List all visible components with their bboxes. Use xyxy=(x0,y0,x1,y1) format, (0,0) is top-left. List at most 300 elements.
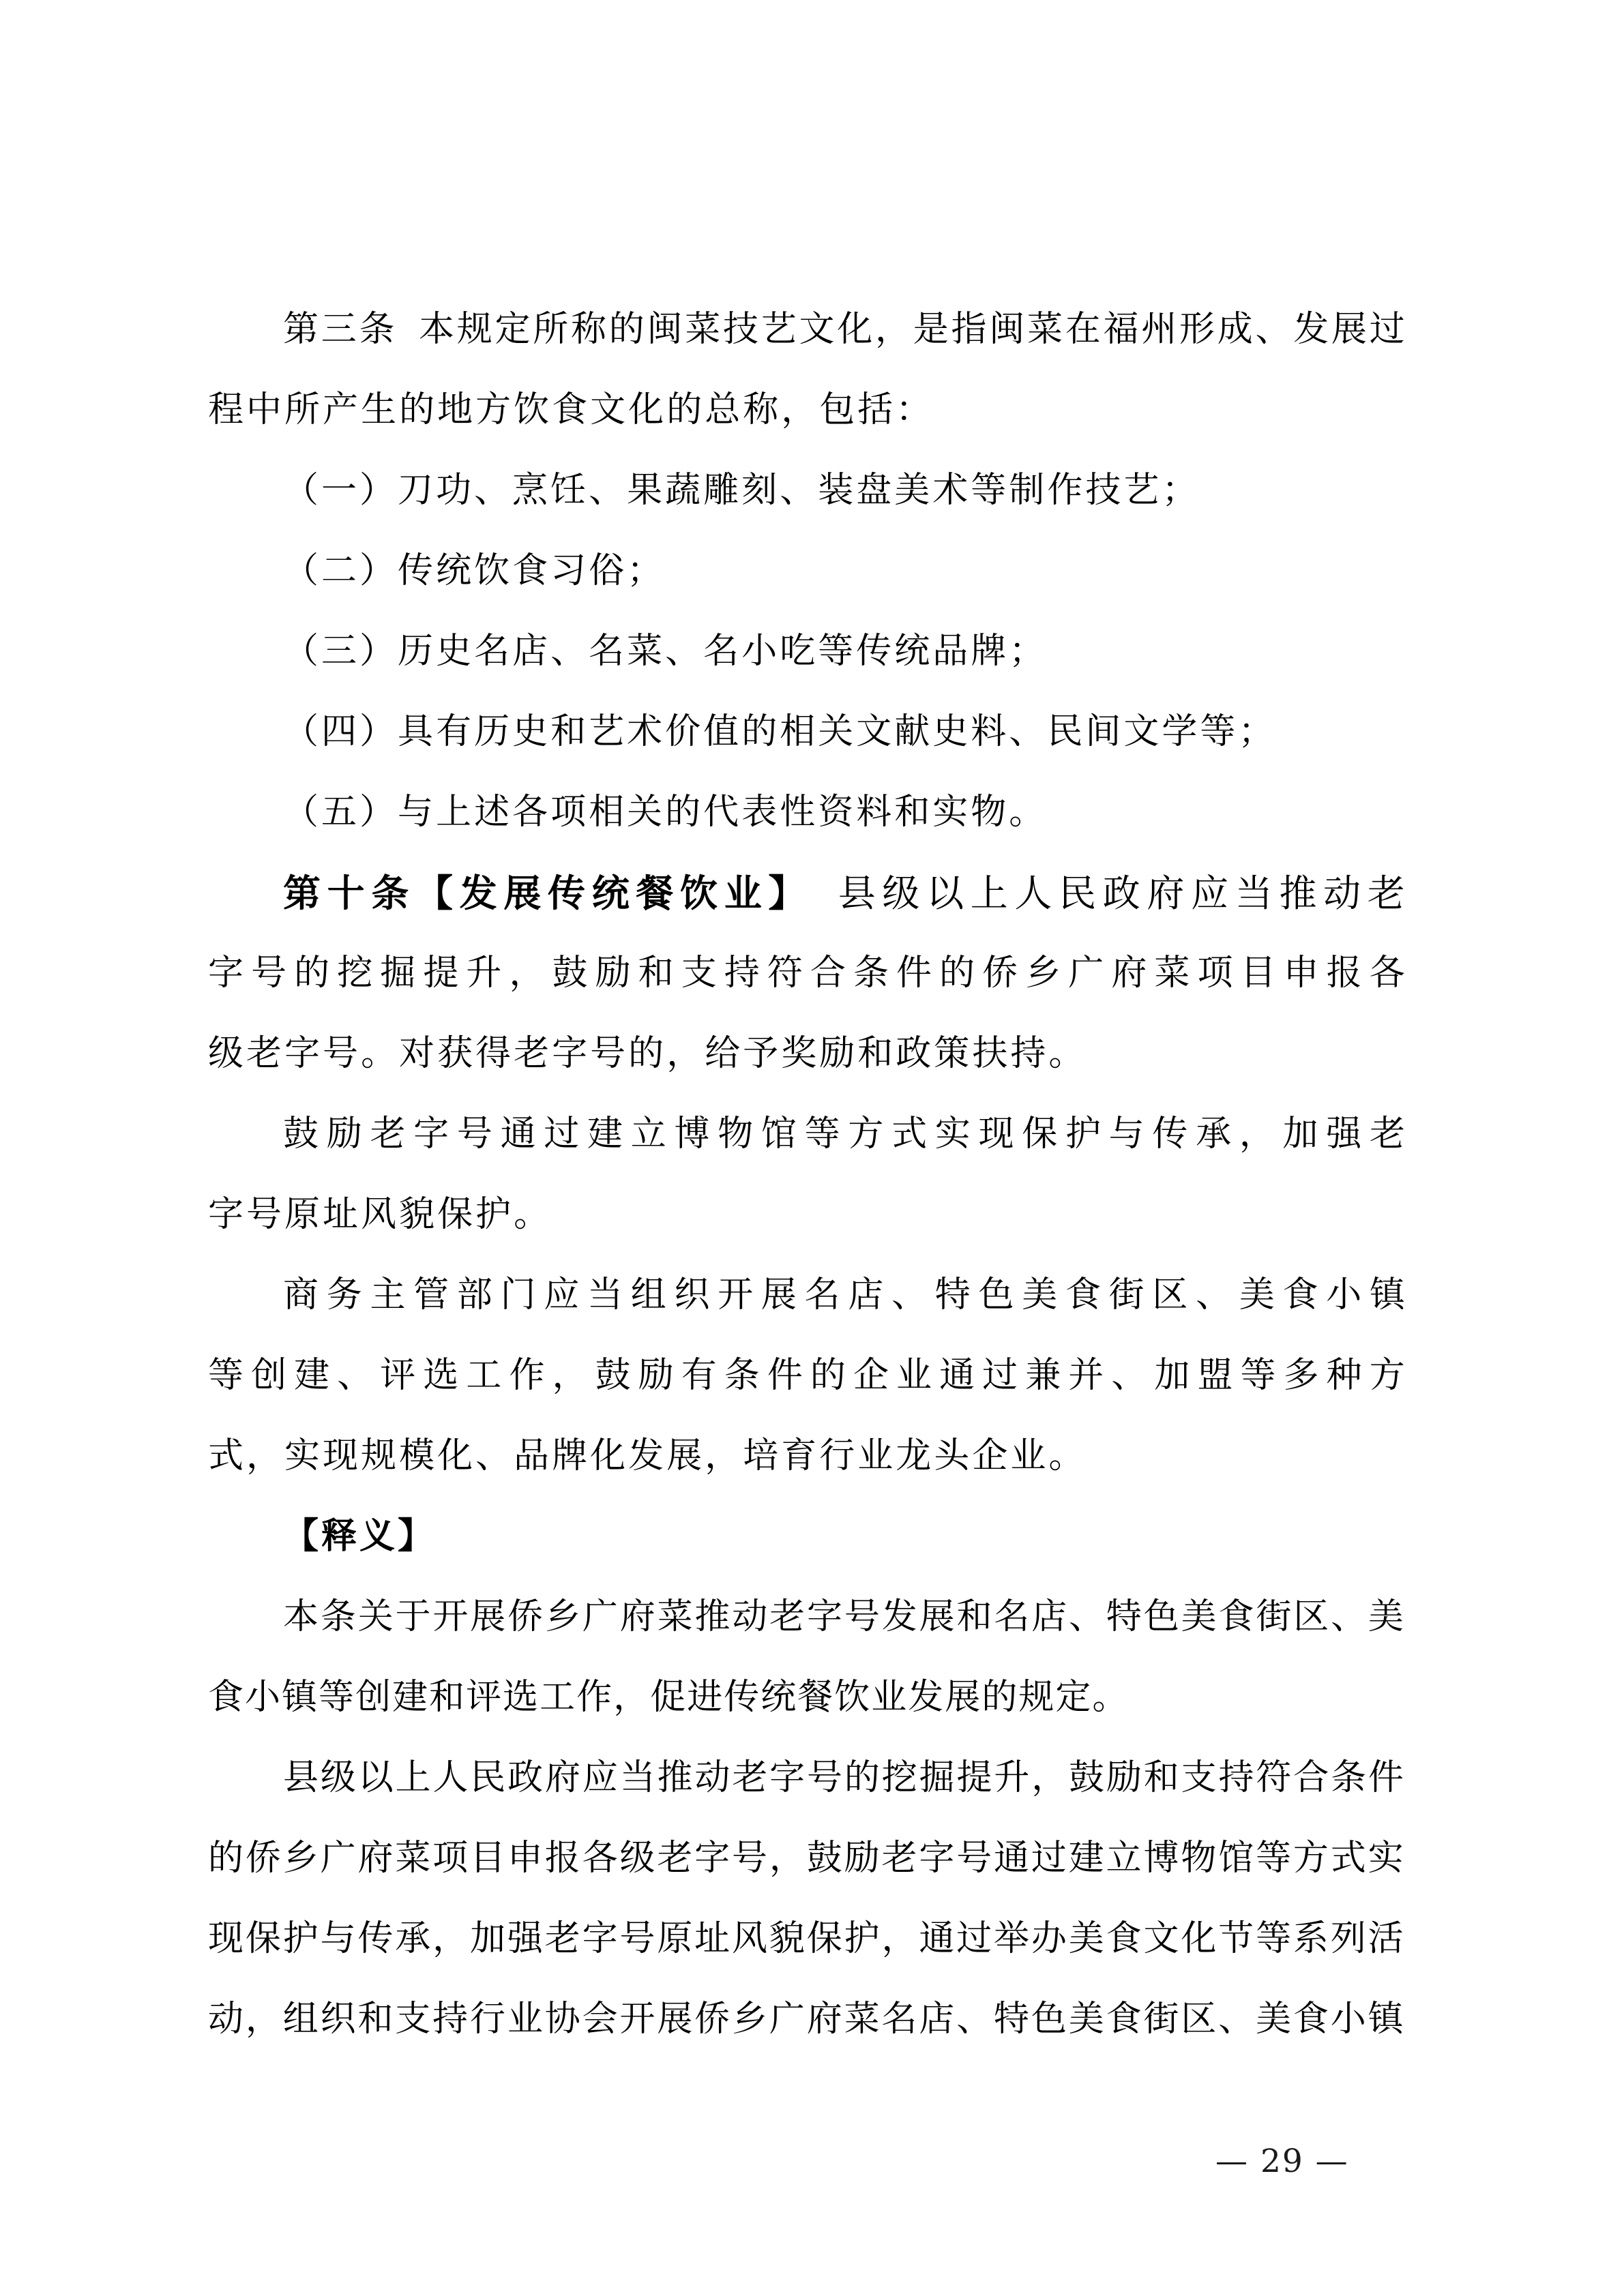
glyph: 性 xyxy=(780,792,818,833)
glyph: 老 xyxy=(1367,871,1405,915)
glyph: 地 xyxy=(437,389,476,430)
glyph: 饮 xyxy=(680,871,718,915)
glyph: 艺 xyxy=(1123,470,1162,511)
glyph: ； xyxy=(627,550,666,591)
glyph: 名 xyxy=(589,631,628,672)
glyph: 称 xyxy=(570,309,606,350)
text-line-16 xyxy=(208,1515,1405,1596)
glyph: 系 xyxy=(1293,1918,1330,1959)
glyph: 饮 xyxy=(474,550,513,591)
glyph: 开 xyxy=(619,1999,657,2040)
glyph: 提 xyxy=(423,953,459,994)
glyph: 应 xyxy=(544,1274,580,1315)
glyph: 业 xyxy=(896,1355,932,1396)
glyph: 通 xyxy=(994,1838,1031,1879)
glyph: 掘 xyxy=(919,1757,956,1798)
glyph: 予 xyxy=(743,1033,782,1074)
glyph xyxy=(397,308,416,389)
glyph: 品 xyxy=(514,1435,552,1476)
glyph: 历 xyxy=(474,711,513,752)
glyph: 发 xyxy=(628,1435,667,1476)
glyph: 。 xyxy=(1048,1435,1087,1476)
page-number: — 29 — xyxy=(1215,2143,1349,2180)
glyph: 述 xyxy=(474,792,513,833)
glyph: 并 xyxy=(1068,1355,1104,1396)
glyph: 通 xyxy=(919,1918,956,1959)
glyph: 现 xyxy=(323,1435,361,1476)
glyph: 符 xyxy=(767,953,803,994)
glyph: 和 xyxy=(429,1677,467,1718)
glyph: 。 xyxy=(1092,1677,1130,1718)
glyph: 府 xyxy=(357,1838,395,1879)
text-line-20 xyxy=(208,1837,1405,1918)
glyph: 、 xyxy=(474,470,513,511)
text-line-22 xyxy=(208,1998,1405,2078)
glyph: 店 xyxy=(512,631,551,672)
glyph: 释 xyxy=(321,1516,360,1557)
glyph: 条 xyxy=(320,1596,357,1637)
glyph: 持 xyxy=(1218,1757,1256,1798)
glyph: 励 xyxy=(326,1114,362,1154)
glyph: ， xyxy=(552,1355,588,1396)
glyph: 闽 xyxy=(989,309,1025,350)
glyph: 技 xyxy=(1085,470,1124,511)
glyph: 店 xyxy=(1031,1596,1069,1637)
glyph: 育 xyxy=(781,1435,820,1476)
glyph: 老 xyxy=(246,1033,285,1074)
glyph: 广 xyxy=(320,1838,357,1879)
glyph: 以 xyxy=(926,871,964,915)
glyph: 关 xyxy=(818,711,857,752)
glyph: 博 xyxy=(674,1114,710,1154)
glyph: 包 xyxy=(819,389,858,430)
glyph: 号 xyxy=(619,1918,657,1959)
glyph: 饮 xyxy=(834,1677,872,1718)
glyph: 促 xyxy=(650,1677,688,1718)
glyph: 老 xyxy=(514,1033,552,1074)
glyph: 盟 xyxy=(1197,1355,1233,1396)
glyph: 协 xyxy=(544,1999,582,2040)
glyph: 特 xyxy=(1106,1596,1143,1637)
text-line-8 xyxy=(208,871,1405,952)
glyph: 艺 xyxy=(761,309,797,350)
glyph: （ xyxy=(283,631,322,672)
glyph: 学 xyxy=(1162,711,1200,752)
glyph: 老 xyxy=(657,1838,694,1879)
text-line-21 xyxy=(208,1918,1405,1998)
glyph: 现 xyxy=(208,1918,246,1959)
glyph: 统 xyxy=(761,1677,798,1718)
glyph: 企 xyxy=(972,1435,1011,1476)
glyph: 行 xyxy=(470,1999,507,2040)
glyph: 织 xyxy=(320,1999,357,2040)
glyph: ， xyxy=(245,1999,282,2040)
glyph: 培 xyxy=(743,1435,782,1476)
glyph: 提 xyxy=(956,1757,994,1798)
glyph: 动 xyxy=(694,1757,732,1798)
glyph: 种 xyxy=(1326,1355,1362,1396)
glyph: 号 xyxy=(807,1757,844,1798)
glyph: 政 xyxy=(896,1033,934,1074)
glyph: 评 xyxy=(466,1677,503,1718)
glyph: 乡 xyxy=(732,1999,769,2040)
glyph: 美 xyxy=(1239,1274,1275,1315)
glyph: 美 xyxy=(1181,1596,1218,1637)
glyph: 动 xyxy=(1323,871,1361,915)
glyph: 的 xyxy=(665,792,704,833)
glyph: 与 xyxy=(320,1918,357,1959)
glyph: 等 xyxy=(971,470,1009,511)
glyph: 饪 xyxy=(550,470,589,511)
glyph: 的 xyxy=(666,389,705,430)
glyph: 号 xyxy=(844,1596,881,1637)
glyph: 护 xyxy=(282,1918,320,1959)
glyph: 级 xyxy=(208,1033,247,1074)
glyph: 合 xyxy=(810,953,846,994)
glyph: 料 xyxy=(856,792,895,833)
glyph: 上 xyxy=(436,792,475,833)
glyph: 和 xyxy=(894,792,933,833)
glyph: 展 xyxy=(666,1435,705,1476)
glyph: 当 xyxy=(1235,871,1273,915)
glyph: 定 xyxy=(1055,1677,1093,1718)
glyph: 的 xyxy=(810,1355,846,1396)
glyph: 加 xyxy=(1282,1114,1318,1154)
glyph: 保 xyxy=(437,1194,476,1235)
glyph: 等 xyxy=(1240,1355,1276,1396)
glyph: 等 xyxy=(804,1114,840,1154)
glyph: 。 xyxy=(514,1194,552,1235)
glyph: 等 xyxy=(1256,1918,1293,1959)
glyph: 励 xyxy=(844,1838,881,1879)
glyph: 统 xyxy=(591,871,630,915)
glyph: 小 xyxy=(741,631,780,672)
glyph: 街 xyxy=(1256,1596,1293,1637)
glyph: 民 xyxy=(1059,871,1097,915)
glyph: 【 xyxy=(283,1516,322,1557)
glyph: 号 xyxy=(956,1838,994,1879)
glyph: 文 xyxy=(1123,711,1162,752)
glyph: 式 xyxy=(1330,1838,1368,1879)
glyph: 化 xyxy=(837,309,873,350)
glyph: 制 xyxy=(1009,470,1048,511)
glyph: 小 xyxy=(1326,1274,1362,1315)
glyph: 、 xyxy=(665,631,704,672)
glyph: 传 xyxy=(548,871,586,915)
glyph: 条 xyxy=(724,1355,760,1396)
glyph: 目 xyxy=(470,1838,507,1879)
glyph: 烹 xyxy=(512,470,551,511)
glyph: 过 xyxy=(956,1918,994,1959)
glyph: 传 xyxy=(357,1918,395,1959)
glyph: ， xyxy=(781,389,820,430)
glyph: 传 xyxy=(398,550,437,591)
glyph: 、 xyxy=(1196,1274,1232,1315)
glyph: 企 xyxy=(853,1355,889,1396)
glyph: 化 xyxy=(437,1435,476,1476)
glyph: 业 xyxy=(507,1999,544,2040)
glyph: 菜 xyxy=(627,631,666,672)
glyph: 、 xyxy=(1111,1355,1147,1396)
glyph: 值 xyxy=(703,711,742,752)
glyph: 第 xyxy=(283,871,321,915)
glyph: 展 xyxy=(761,1274,797,1315)
glyph: 府 xyxy=(806,1999,844,2040)
glyph: 行 xyxy=(819,1435,858,1476)
glyph: 、 xyxy=(1218,1999,1256,2040)
glyph: 侨 xyxy=(507,1596,545,1637)
glyph: 刀 xyxy=(398,470,437,511)
text-line-17 xyxy=(208,1596,1405,1676)
glyph: 、 xyxy=(589,470,628,511)
glyph: 各 xyxy=(582,1838,619,1879)
glyph: 动 xyxy=(208,1999,246,2040)
glyph: 定 xyxy=(494,309,531,350)
glyph: 于 xyxy=(395,1596,432,1637)
glyph: 色 xyxy=(978,1274,1014,1315)
glyph: 美 xyxy=(894,470,933,511)
glyph: 民 xyxy=(470,1757,507,1798)
glyph: 文 xyxy=(1143,1918,1181,1959)
glyph: 侨 xyxy=(982,953,1018,994)
glyph: 义 xyxy=(359,1516,398,1557)
glyph: 实 xyxy=(284,1435,323,1476)
glyph: ： xyxy=(896,389,934,430)
glyph: 号 xyxy=(246,1194,285,1235)
glyph: 形 xyxy=(1179,309,1215,350)
glyph: 统 xyxy=(894,631,933,672)
glyph: 支 xyxy=(395,1999,432,2040)
glyph: 承 xyxy=(1196,1114,1232,1154)
glyph: 务 xyxy=(326,1274,362,1315)
glyph: 会 xyxy=(582,1999,619,2040)
glyph: 三 xyxy=(321,631,360,672)
text-line-19 xyxy=(208,1757,1405,1837)
glyph: 名 xyxy=(474,631,513,672)
glyph: 三 xyxy=(321,309,357,350)
glyph: 资 xyxy=(818,792,857,833)
glyph: 术 xyxy=(932,470,971,511)
glyph: 人 xyxy=(432,1757,470,1798)
glyph: 区 xyxy=(1152,1274,1188,1315)
glyph: 名 xyxy=(703,631,742,672)
glyph: 貌 xyxy=(399,1194,438,1235)
glyph: 规 xyxy=(456,309,492,350)
glyph: 化 xyxy=(628,389,667,430)
glyph: 雕 xyxy=(703,470,742,511)
glyph: 保 xyxy=(1022,1114,1058,1154)
glyph: 报 xyxy=(544,1838,582,1879)
glyph: 号 xyxy=(590,1033,629,1074)
glyph: 食 xyxy=(1106,1999,1143,2040)
glyph: 博 xyxy=(1143,1838,1181,1879)
glyph: 展 xyxy=(1331,309,1367,350)
glyph: 的 xyxy=(208,1838,246,1879)
glyph: 业 xyxy=(871,1677,909,1718)
text-line-5 xyxy=(208,630,1405,711)
glyph: 。 xyxy=(1009,792,1048,833)
glyph: 发 xyxy=(1293,309,1329,350)
glyph: 的 xyxy=(741,711,780,752)
glyph: 乡 xyxy=(282,1838,320,1879)
glyph: 申 xyxy=(1283,953,1319,994)
glyph: 五 xyxy=(321,792,360,833)
glyph: 的 xyxy=(844,1757,881,1798)
glyph: 有 xyxy=(436,711,475,752)
glyph: 文 xyxy=(856,711,895,752)
glyph: 活 xyxy=(1368,1918,1405,1959)
glyph: 老 xyxy=(1369,1114,1405,1154)
glyph: 术 xyxy=(627,711,666,752)
glyph: 获 xyxy=(437,1033,476,1074)
glyph: 字 xyxy=(284,1033,323,1074)
glyph: 兼 xyxy=(1025,1355,1061,1396)
glyph: 字 xyxy=(919,1838,956,1879)
glyph: 、 xyxy=(1331,1596,1368,1637)
glyph: 各 xyxy=(1369,953,1405,994)
glyph: 门 xyxy=(500,1274,536,1315)
glyph: 献 xyxy=(894,711,933,752)
glyph: ） xyxy=(359,631,398,672)
glyph: 励 xyxy=(1106,1757,1143,1798)
glyph: 总 xyxy=(705,389,743,430)
glyph: 特 xyxy=(934,1274,971,1315)
glyph: 实 xyxy=(932,792,971,833)
glyph: 习 xyxy=(550,550,589,591)
glyph: 节 xyxy=(1218,1918,1256,1959)
glyph: 具 xyxy=(398,711,437,752)
glyph: 物 xyxy=(1181,1838,1218,1879)
glyph: 餐 xyxy=(636,871,674,915)
glyph: 方 xyxy=(848,1114,884,1154)
glyph: 牌 xyxy=(971,631,1009,672)
glyph: 原 xyxy=(284,1194,323,1235)
text-line-18 xyxy=(208,1676,1405,1757)
glyph: 持 xyxy=(1010,1033,1049,1074)
glyph: 号 xyxy=(323,1033,361,1074)
glyph: 条 xyxy=(359,309,395,350)
glyph: 小 xyxy=(245,1677,282,1718)
glyph: 商 xyxy=(283,1274,319,1315)
glyph: 式 xyxy=(891,1114,928,1154)
glyph: 强 xyxy=(1326,1114,1362,1154)
glyph: 挖 xyxy=(337,953,373,994)
glyph: ， xyxy=(769,1838,806,1879)
text-line-7 xyxy=(208,791,1405,871)
glyph: 过 xyxy=(1031,1838,1068,1879)
glyph: 相 xyxy=(589,792,628,833)
glyph: 应 xyxy=(1191,871,1229,915)
glyph: 馆 xyxy=(761,1114,797,1154)
glyph: 蔬 xyxy=(665,470,704,511)
glyph: 开 xyxy=(718,1274,754,1315)
glyph: 侨 xyxy=(694,1999,732,2040)
glyph: 的 xyxy=(294,953,330,994)
glyph: 组 xyxy=(630,1274,666,1315)
glyph: 美 xyxy=(1256,1999,1293,2040)
glyph: 挖 xyxy=(881,1757,919,1798)
glyph: 各 xyxy=(512,792,551,833)
text-line-14 xyxy=(208,1354,1405,1435)
glyph: 物 xyxy=(971,792,1009,833)
glyph: 传 xyxy=(724,1677,761,1718)
glyph: 策 xyxy=(934,1033,973,1074)
glyph: 方 xyxy=(1293,1838,1330,1879)
glyph: 护 xyxy=(1065,1114,1101,1154)
glyph: 推 xyxy=(1279,871,1317,915)
glyph: 食 xyxy=(512,550,551,591)
glyph: 风 xyxy=(361,1194,400,1235)
glyph: 进 xyxy=(687,1677,724,1718)
glyph: 与 xyxy=(398,792,437,833)
glyph: 小 xyxy=(1330,1999,1368,2040)
glyph: 所 xyxy=(284,389,323,430)
glyph: 作 xyxy=(576,1677,614,1718)
glyph: 头 xyxy=(934,1435,973,1476)
glyph: 食 xyxy=(1218,1596,1256,1637)
glyph: 牌 xyxy=(552,1435,591,1476)
glyph: 展 xyxy=(919,1596,956,1637)
glyph: 四 xyxy=(321,711,360,752)
glyph: 项 xyxy=(1197,953,1233,994)
glyph: 文 xyxy=(799,309,835,350)
glyph: 名 xyxy=(994,1596,1031,1637)
glyph: 艺 xyxy=(589,711,628,752)
glyph: 食 xyxy=(1106,1918,1143,1959)
glyph: 镇 xyxy=(1368,1999,1405,2040)
glyph: 相 xyxy=(780,711,818,752)
glyph: 过 xyxy=(544,1114,580,1154)
glyph: 吃 xyxy=(780,631,818,672)
glyph: ） xyxy=(359,470,398,511)
glyph: 鼓 xyxy=(806,1838,844,1879)
glyph: 号 xyxy=(732,1838,769,1879)
glyph: 过 xyxy=(1369,309,1405,350)
glyph: 建 xyxy=(294,1355,330,1396)
glyph: 应 xyxy=(582,1757,619,1798)
glyph: 强 xyxy=(507,1918,544,1959)
text-line-3 xyxy=(208,469,1405,550)
glyph: 规 xyxy=(361,1435,400,1476)
glyph: 风 xyxy=(732,1918,769,1959)
glyph: 掘 xyxy=(380,953,416,994)
glyph: 鼓 xyxy=(1069,1757,1106,1798)
glyph: 字 xyxy=(807,1596,844,1637)
glyph: 推 xyxy=(694,1596,732,1637)
glyph: 等 xyxy=(818,631,857,672)
glyph: 模 xyxy=(399,1435,438,1476)
text-line-2 xyxy=(208,389,1405,469)
glyph: 鼓 xyxy=(283,1114,319,1154)
glyph: 业 xyxy=(857,1435,896,1476)
glyph: 展 xyxy=(657,1999,694,2040)
glyph: 间 xyxy=(1085,711,1124,752)
glyph: 方 xyxy=(475,389,514,430)
glyph: 持 xyxy=(432,1999,470,2040)
glyph: 县 xyxy=(838,871,876,915)
text-line-9 xyxy=(208,952,1405,1032)
glyph: 一 xyxy=(321,470,360,511)
glyph: 字 xyxy=(694,1838,732,1879)
glyph: 字 xyxy=(582,1918,619,1959)
glyph: 与 xyxy=(1108,1114,1145,1154)
glyph: ； xyxy=(1162,470,1200,511)
glyph: 励 xyxy=(819,1033,858,1074)
glyph: 生 xyxy=(361,389,400,430)
glyph: 色 xyxy=(1143,1596,1181,1637)
glyph: 上 xyxy=(395,1757,432,1798)
glyph: 件 xyxy=(767,1355,803,1396)
